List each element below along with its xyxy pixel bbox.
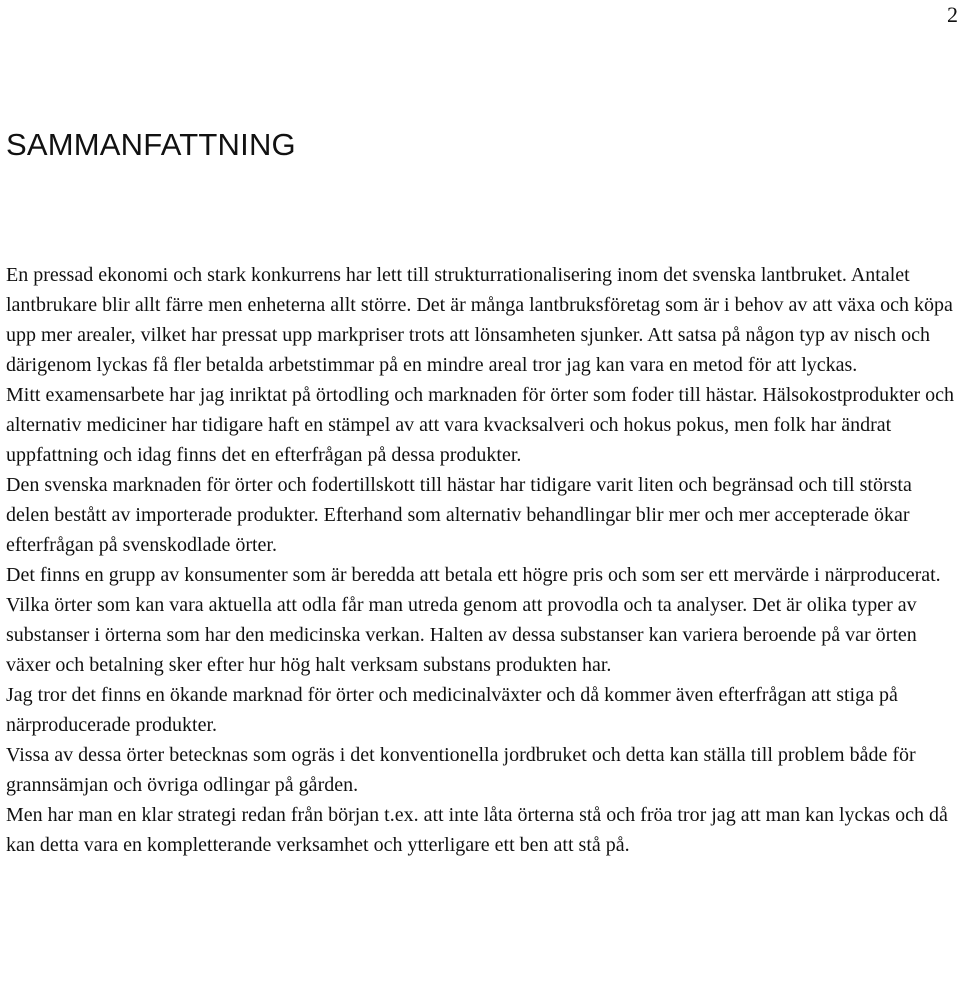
paragraph-2: Mitt examensarbete har jag inriktat på örtodling och marknaden för örter som foder till hästar. Hälsokostprodukter och alternativ mediciner har tidigare haft en stämpel av att vara kvacksalveri och hokus pokus, men folk har ändrat uppfattning och idag finns det en efterfrågan på dessa produkter. — [6, 384, 955, 466]
paragraph-1: En pressad ekonomi och stark konkurrens har lett till strukturrationalisering inom det svenska lantbruket. Antalet lantbrukare blir allt färre men enheterna allt större. Det är många lantbruksföretag som är i behov av att växa och köpa upp mer arealer, vilket har pressat upp markpriser trots att lönsamheten sjunker. Att satsa på någon typ av nisch och därigenom lyckas få fler betalda arbetstimmar på en mindre areal tror jag kan vara en metod för att lyckas. — [6, 264, 953, 376]
paragraph-7: Men har man en klar strategi redan från början t.ex. att inte låta örterna stå och fröa tror jag att man kan lyckas och då kan detta vara en kompletterande verksamhet och ytterligare ett ben att stå på. — [6, 804, 948, 856]
section-heading: SAMMANFATTNING — [6, 127, 296, 162]
paragraph-6: Vissa av dessa örter betecknas som ogräs i det konventionella jordbruket och detta kan ställa till problem både för grannsämjan och övriga odlingar på gården. — [6, 744, 916, 796]
paragraph-3: Den svenska marknaden för örter och fodertillskott till hästar har tidigare varit liten och begränsad och till största delen bestått av importerade produkter. Efterhand som alternativ behandlingar blir mer och mer accepterade ökar efterfrågan på svenskodlade örter. — [6, 474, 912, 556]
page-number: 2 — [947, 2, 958, 27]
summary-body — [6, 260, 958, 860]
paragraph-4: Det finns en grupp av konsumenter som är beredda att betala ett högre pris och som ser ett mervärde i närproducerat. Vilka örter som kan vara aktuella att odla får man utreda genom att provodla och ta analyser. Det är olika typer av substanser i örterna som har den medicinska verkan. Halten av dessa substanser kan variera beroende på var örten växer och betalning sker efter hur hög halt verksam substans produkten har. — [6, 564, 941, 676]
paragraph-5: Jag tror det finns en ökande marknad för örter och medicinalväxter och då kommer även efterfrågan att stiga på närproducerade produkter. — [6, 684, 898, 736]
